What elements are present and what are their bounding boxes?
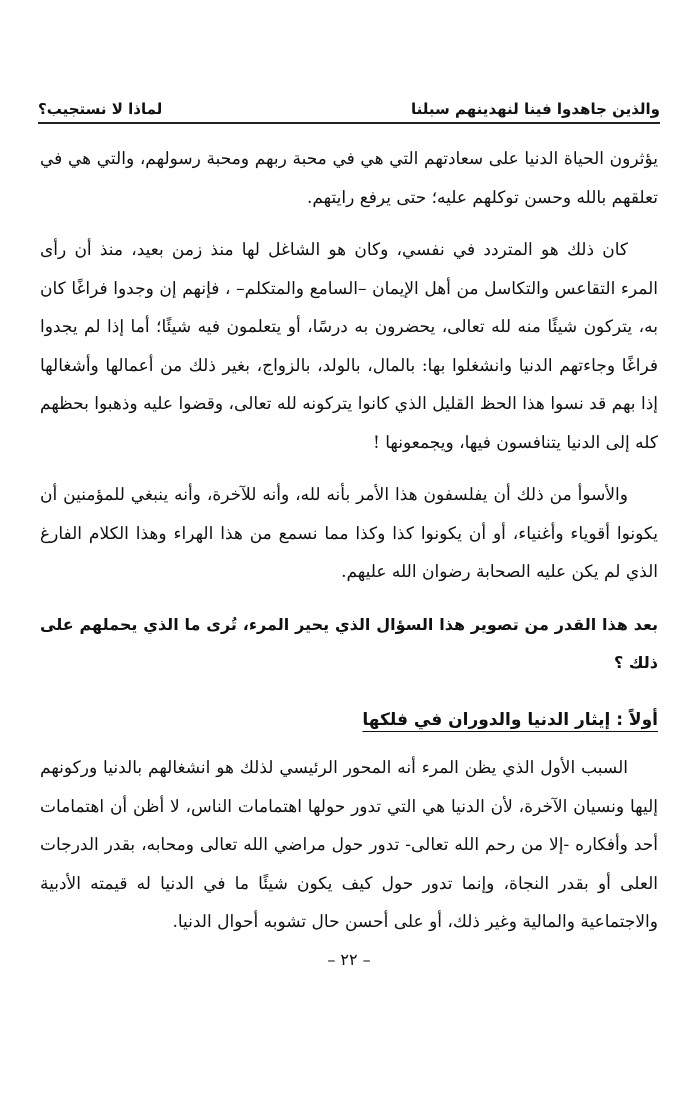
section-title: أولاً : إيثار الدنيا والدوران في فلكها [362, 709, 658, 730]
paragraph: يؤثرون الحياة الدنيا على سعادتهم التي هي في محبة ربهم ومحبة رسولهم، والتي هي في تعلقهم بالله وحسن توكلهم عليه؛ حتى يرفع رايتهم. [40, 149, 658, 208]
header-left-title: لماذا لا نستجيب؟ [38, 100, 163, 118]
running-header [38, 84, 660, 124]
page-number: – ٢٢ – [327, 950, 371, 969]
question-heading: بعد هذا القدر من تصوير هذا السؤال الذي يحير المرء، تُرى ما الذي يحملهم على ذلك ؟ [40, 614, 658, 672]
paragraph: السبب الأول الذي يظن المرء أنه المحور الرئيسي لذلك هو انشغالهم بالدنيا وركونهم إليها ونسيان الآخرة، لأن الدنيا هي التي تدور حولها اهتمامات الناس، لا أظن أن اهتمامات أحد وأفكاره -إلا من رحم الله تعالى- تدور حول مراضي الله تعالى ومحابه، بقدر الدرجات العلى أو بقدر النجاة، وإنما تدور حول كيف يكون شيئًا ما في الدنيا له قيمته الأدبية والاجتماعية والمالية وغير ذلك، أو على أحسن حال تشوبه أحوال الدنيا. [40, 758, 658, 932]
page-body [40, 140, 658, 956]
paragraph: والأسوأ من ذلك أن يفلسفون هذا الأمر بأنه لله، وأنه للآخرة، وأنه ينبغي للمؤمنين أن يكونوا أقوياء وأغنياء، أو أن يكونوا كذا وكذا مما نسمع من هذا الهراء وهذا الكلام الفارغ الذي لم يكن عليه الصحابة رضوان الله عليهم. [40, 485, 658, 582]
paragraph: كان ذلك هو المتردد في نفسي، وكان هو الشاغل لها منذ زمن بعيد، منذ أن رأى المرء التقاعس والتكاسل من أهل الإيمان –السامع والمتكلم– ، فإنهم إن وجدوا فراغًا كان به، يتركون شيئًا منه لله تعالى، يحضرون به درسًا، أو يتعلمون فيه شيئًا؛ أما إذا لم يجدوا فراغًا وجاءتهم الدنيا وانشغلوا بها: بالمال، بالولد، بالزواج، بغير ذلك من أعمالها وأشغالها إذا بهم قد نسوا هذا الحظ القليل الذي كانوا يتركونه لله تعالى، وقضوا عليه وذهبوا بحظهم كله إلى الدنيا يتنافسون فيها، ويجمعونها ! [40, 240, 658, 453]
header-right-title: والذين جاهدوا فينا لنهدينهم سبلنا [411, 100, 660, 118]
